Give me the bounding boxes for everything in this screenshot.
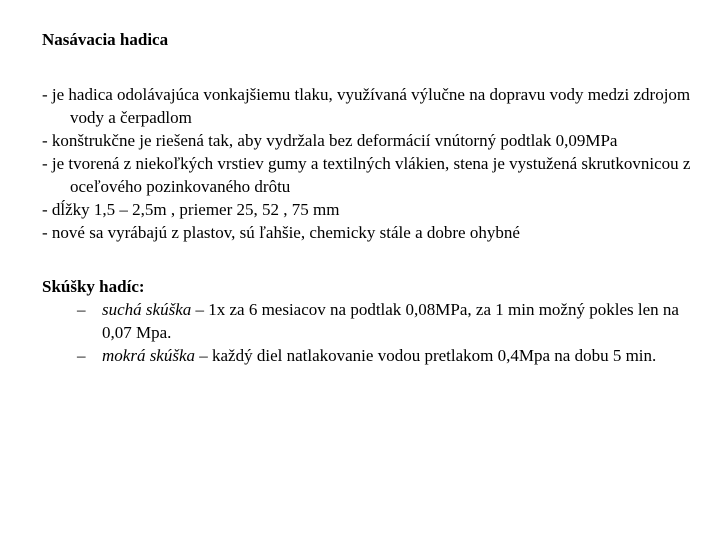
test-item-wet	[42, 344, 692, 367]
list-item: - dĺžky 1,5 – 2,5m , priemer 25, 52 , 75 mm	[42, 200, 340, 219]
slide-title: Nasávacia hadica	[42, 30, 169, 49]
dash-bullet: –	[77, 300, 86, 319]
test-description: – 1x za 6 mesiacov na podtlak 0,08MPa, za 1 min možný pokles len na 0,07 Mpa.	[102, 300, 679, 342]
list-item: - konštrukčne je riešená tak, aby vydržala bez deformácií vnútorný podtlak 0,09MPa	[42, 131, 618, 150]
tests-list	[42, 298, 692, 367]
item-list	[42, 83, 692, 244]
test-name: suchá skúška	[102, 300, 192, 319]
dash-bullet: –	[77, 346, 86, 365]
test-description: – každý diel natlakovanie vodou pretlakom 0,4Mpa na dobu 5 min.	[195, 346, 657, 365]
list-item: - je tvorená z niekoľkých vrstiev gumy a textilných vlákien, stena je vystužená skrutkovnicou z oceľového pozinkovaného drôtu	[42, 154, 691, 196]
slide-content	[42, 28, 692, 367]
test-item-dry	[42, 298, 692, 344]
test-name: mokrá skúška	[102, 346, 196, 365]
list-item: - nové sa vyrábajú z plastov, sú ľahšie, chemicky stále a dobre ohybné	[42, 223, 520, 242]
list-item: - je hadica odolávajúca vonkajšiemu tlaku, využívaná výlučne na dopravu vody medzi zdrojom vody a čerpadlom	[42, 85, 691, 127]
tests-heading: Skúšky hadíc:	[42, 277, 145, 296]
